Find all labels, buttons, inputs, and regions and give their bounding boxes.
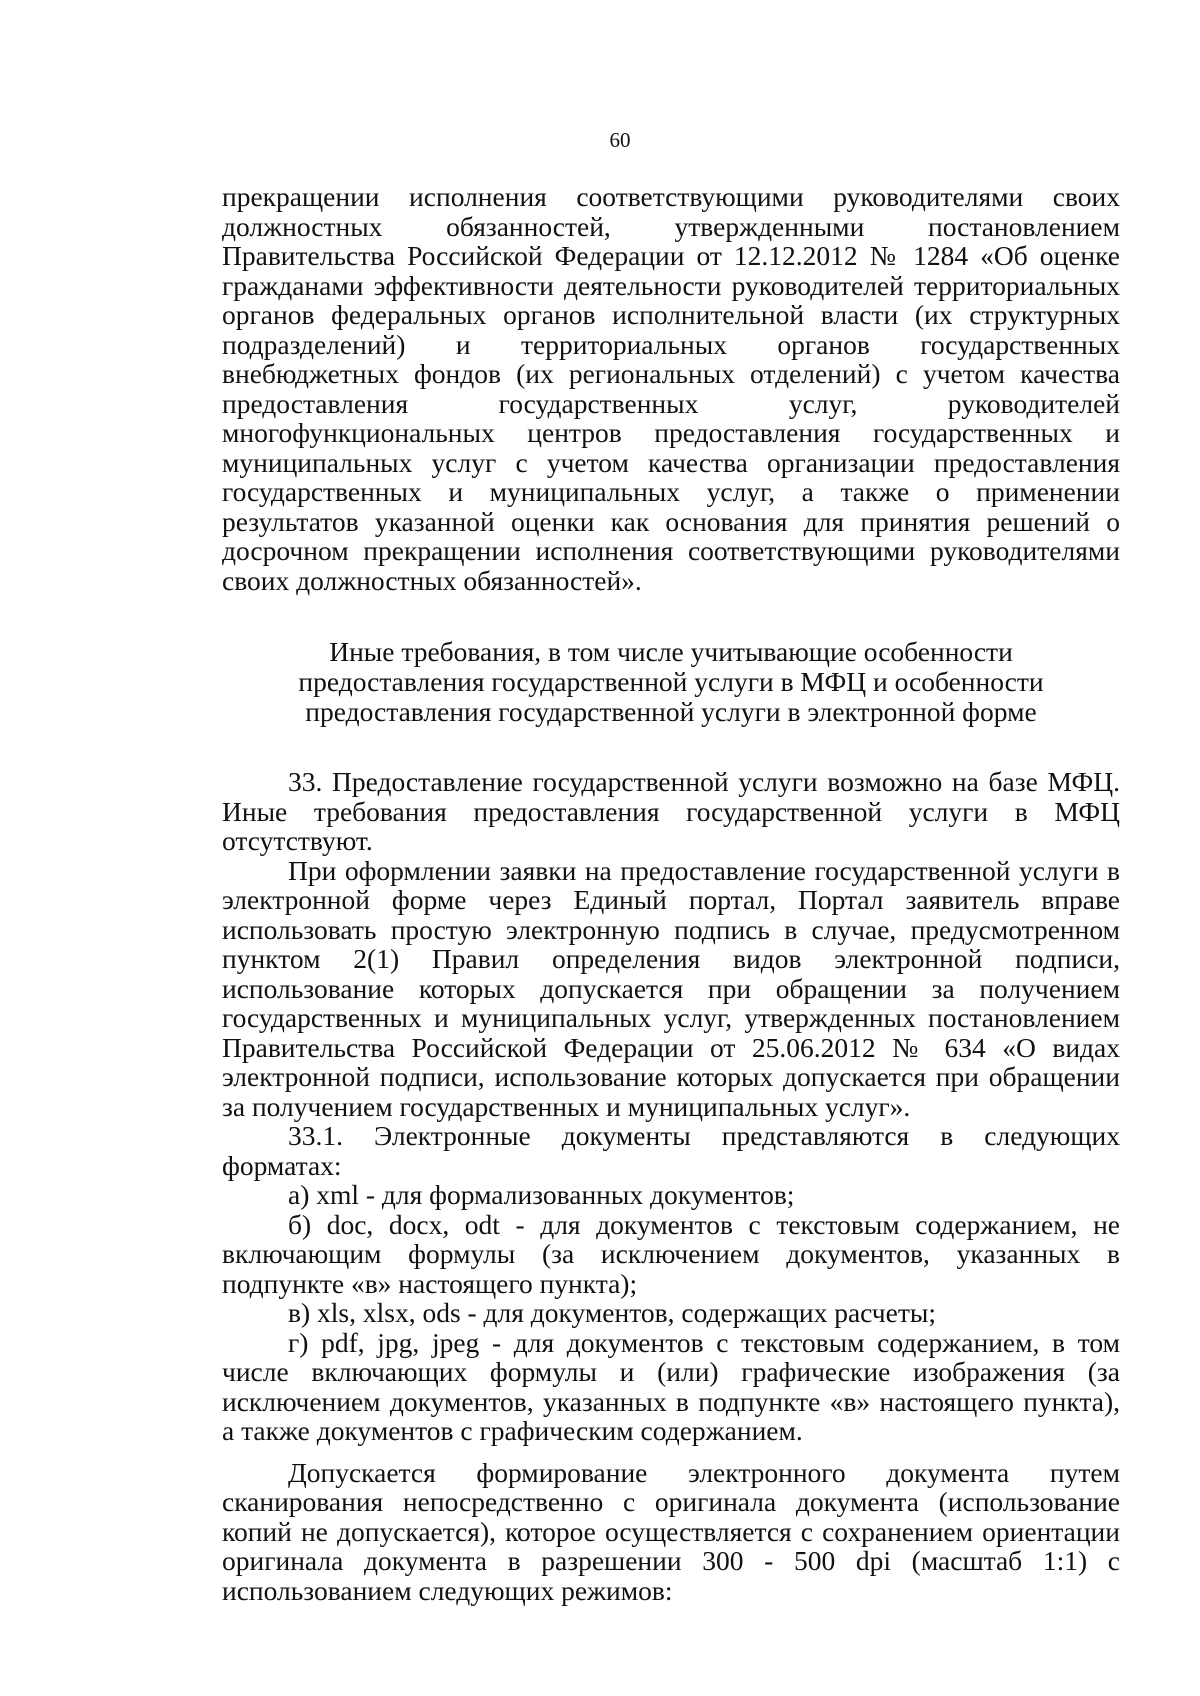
section-heading (222, 637, 1120, 727)
section-heading-line: предоставления государственной услуги в электронной форме (305, 696, 1037, 727)
document-body (222, 182, 1120, 1605)
paragraph-continuation: прекращении исполнения соответствующими руководителями своих должностных обязанностей, утвержденными постановлением Правительства Российской Федерации от 12.12.2012 № 1284 «Об оценке гражданами эффективности деятельности руководителей территориальных органов федеральных органов исполнительной власти (их структурных подразделений) и территориальных органов государственных внебюджетных фондов (их региональных отделений) с учетом качества предоставления государственных услуг, руководителей многофункциональных центров предоставления государственных и муниципальных услуг с учетом качества организации предоставления государственных и муниципальных услуг, а также о применении результатов указанной оценки как основания для принятия решений о досрочном прекращении исполнения соответствующими руководителями своих должностных обязанностей». (222, 181, 1120, 596)
list-item-v: в) xls, xlsx, ods - для документов, содержащих расчеты; (288, 1297, 936, 1328)
paragraph-33-1: 33.1. Электронные документы представляются в следующих форматах: (222, 1120, 1120, 1181)
list-item-g: г) pdf, jpg, jpeg - для документов с текстовым содержанием, в том числе включающих формулы и (или) графические изображения (за исключением документов, указанных в подпункте «в» настоящего пункта), а также документов с графическим содержанием. (222, 1326, 1120, 1446)
list-item-b: б) doc, docx, odt - для документов с текстовым содержанием, не включающим формулы (за исключением документов, указанных в подпункте «в» настоящего пункта); (222, 1208, 1120, 1299)
list-item-a: а) xml - для формализованных документов; (288, 1179, 795, 1210)
paragraph-33: 33. Предоставление государственной услуги возможно на базе МФЦ. Иные требования предоставления государственной услуги в МФЦ отсутствуют. (222, 766, 1120, 856)
paragraph-scanning: Допускается формирование электронного документа путем сканирования непосредственно с оригинала документа (использование копий не допускается), которое осуществляется с сохранением ориентации оригинала документа в разрешении 300 - 500 dpi (масштаб 1:1) с использованием следующих режимов: (222, 1456, 1120, 1606)
paragraph-electronic-signature: При оформлении заявки на предоставление государственной услуги в электронной форме через Единый портал, Портал заявитель вправе использовать простую электронную подпись в случае, предусмотренном пунктом 2(1) Правил определения видов электронной подписи, использование которых допускается при обращении за получением государственных и муниципальных услуг, утвержденных постановлением Правительства Российской Федерации от 25.06.2012 № 634 «О видах электронной подписи, использование которых допускается при обращении за получением государственных и муниципальных услуг». (222, 854, 1120, 1122)
page-number: 60 (609, 128, 631, 152)
section-heading-line: Иные требования, в том числе учитывающие особенности (329, 636, 1013, 667)
section-heading-line: предоставления государственной услуги в МФЦ и особенности (298, 666, 1044, 697)
